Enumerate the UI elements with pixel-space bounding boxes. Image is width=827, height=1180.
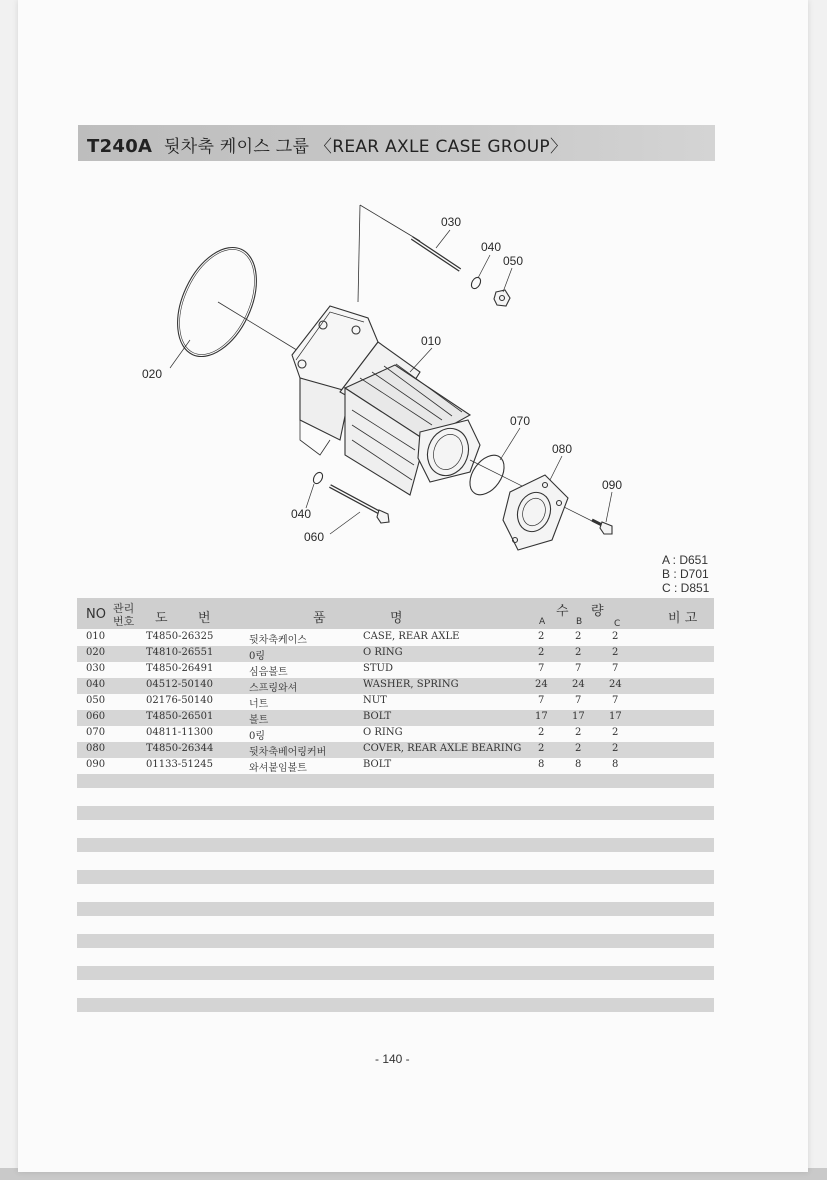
cell-no: 070 bbox=[86, 727, 106, 738]
table-row bbox=[77, 758, 714, 774]
cell-qty-c: 24 bbox=[609, 679, 622, 690]
table-row bbox=[77, 678, 714, 694]
cell-qty-c: 2 bbox=[612, 631, 619, 642]
header-drawing-2: 번 bbox=[198, 611, 211, 626]
empty-table-row bbox=[77, 998, 714, 1012]
cell-name-eng: BOLT bbox=[363, 711, 392, 722]
cell-name-kor: 0링 bbox=[249, 651, 266, 662]
cell-name-kor: 너트 bbox=[249, 699, 269, 710]
callout-070: 070 bbox=[510, 414, 531, 428]
o-ring-020-shape bbox=[162, 235, 273, 369]
callout-080: 080 bbox=[552, 442, 573, 456]
header-name-2: 명 bbox=[390, 611, 403, 626]
cell-part-number: T4850-26344 bbox=[146, 743, 214, 754]
cell-qty-b: 7 bbox=[575, 663, 582, 674]
cell-qty-b: 2 bbox=[575, 647, 582, 658]
cell-qty-a: 17 bbox=[535, 711, 548, 722]
legend-a: A : D651 bbox=[662, 553, 709, 567]
cell-part-number: T4810-26551 bbox=[146, 647, 214, 658]
cell-qty-a: 2 bbox=[538, 647, 545, 658]
callout-010: 010 bbox=[421, 334, 442, 348]
legend-b: B : D701 bbox=[662, 567, 709, 581]
callout-060: 060 bbox=[304, 530, 325, 544]
cell-name-eng: WASHER, SPRING bbox=[363, 679, 459, 690]
rear-axle-case-shape bbox=[292, 306, 480, 495]
header-drawing-1: 도 bbox=[155, 611, 168, 626]
bolt-060-shape bbox=[330, 486, 389, 523]
cell-name-kor: 볼트 bbox=[249, 715, 269, 726]
cell-no: 060 bbox=[86, 711, 106, 722]
empty-table-row bbox=[77, 806, 714, 820]
cell-qty-c: 7 bbox=[612, 663, 619, 674]
header-col-a: A bbox=[539, 617, 546, 627]
header-mgmt-bottom: 번호 bbox=[113, 615, 135, 628]
cell-name-eng: COVER, REAR AXLE BEARING bbox=[363, 743, 522, 754]
cell-qty-a: 7 bbox=[538, 695, 545, 706]
cell-no: 010 bbox=[86, 631, 106, 642]
stud-030-shape bbox=[412, 238, 460, 270]
legend-c: C : D851 bbox=[662, 581, 710, 595]
header-col-b: B bbox=[576, 617, 583, 627]
empty-table-row bbox=[77, 838, 714, 852]
callout-020: 020 bbox=[142, 367, 163, 381]
callout-040-bottom: 040 bbox=[291, 507, 312, 521]
header-mgmt-top: 관리 bbox=[113, 602, 135, 615]
cell-part-number: T4850-26325 bbox=[146, 631, 214, 642]
cell-qty-a: 2 bbox=[538, 631, 545, 642]
cell-qty-b: 7 bbox=[575, 695, 582, 706]
cell-name-kor: 스프링와셔 bbox=[249, 683, 298, 694]
cell-qty-c: 8 bbox=[612, 759, 619, 770]
header-no: NO bbox=[86, 607, 106, 622]
cell-part-number: T4850-26501 bbox=[146, 711, 214, 722]
cell-qty-a: 2 bbox=[538, 727, 545, 738]
bearing-cover-shape bbox=[503, 475, 568, 550]
page-number: - 140 - bbox=[375, 1052, 410, 1066]
group-title: 뒷차축 케이스 그룹 〈REAR AXLE CASE GROUP〉 bbox=[164, 137, 568, 157]
cell-name-kor: 심음볼트 bbox=[249, 667, 288, 678]
group-code: T240A bbox=[87, 136, 153, 157]
cell-qty-a: 24 bbox=[535, 679, 548, 690]
empty-table-row bbox=[77, 966, 714, 980]
cell-part-number: 02176-50140 bbox=[146, 695, 214, 706]
cell-qty-c: 2 bbox=[612, 727, 619, 738]
cell-part-number: 04811-11300 bbox=[146, 727, 214, 738]
washer-040-bottom-shape bbox=[312, 471, 325, 485]
cell-qty-c: 2 bbox=[612, 743, 619, 754]
cell-name-kor: 0링 bbox=[249, 731, 266, 742]
table-row bbox=[77, 742, 714, 758]
table-row bbox=[77, 646, 714, 662]
cell-part-number: 04512-50140 bbox=[146, 679, 214, 690]
empty-table-row bbox=[77, 902, 714, 916]
model-legend bbox=[662, 553, 709, 595]
header-remark: 비 고 bbox=[668, 611, 698, 626]
table-row bbox=[77, 726, 714, 742]
cell-qty-a: 2 bbox=[538, 743, 545, 754]
callout-030: 030 bbox=[441, 215, 462, 229]
cell-qty-a: 8 bbox=[538, 759, 545, 770]
washer-040-top-shape bbox=[470, 276, 483, 290]
cell-no: 020 bbox=[86, 647, 106, 658]
cell-no: 050 bbox=[86, 695, 106, 706]
cell-no: 080 bbox=[86, 743, 106, 754]
header-qty-1: 수 bbox=[556, 604, 569, 619]
cell-qty-a: 7 bbox=[538, 663, 545, 674]
empty-table-row bbox=[77, 934, 714, 948]
nut-050-shape bbox=[494, 290, 510, 306]
cell-no: 030 bbox=[86, 663, 106, 674]
cell-no: 040 bbox=[86, 679, 106, 690]
cell-qty-c: 7 bbox=[612, 695, 619, 706]
cell-qty-b: 24 bbox=[572, 679, 585, 690]
cell-name-eng: CASE, REAR AXLE bbox=[363, 631, 460, 642]
cell-qty-c: 2 bbox=[612, 647, 619, 658]
table-row bbox=[77, 662, 714, 678]
header-name-1: 품 bbox=[313, 611, 326, 626]
cell-no: 090 bbox=[86, 759, 106, 770]
table-row bbox=[77, 710, 714, 726]
callout-040-top: 040 bbox=[481, 240, 502, 254]
cell-name-eng: BOLT bbox=[363, 759, 392, 770]
cell-name-eng: O RING bbox=[363, 727, 403, 738]
empty-table-row bbox=[77, 870, 714, 884]
table-row bbox=[77, 630, 714, 646]
cell-name-kor: 와셔붙임볼트 bbox=[249, 763, 307, 774]
cell-qty-b: 2 bbox=[575, 743, 582, 754]
cell-name-eng: NUT bbox=[363, 695, 387, 706]
header-qty-2: 량 bbox=[591, 604, 604, 619]
cell-name-kor: 뒷차축케이스 bbox=[249, 635, 307, 646]
cell-qty-b: 2 bbox=[575, 631, 582, 642]
cell-name-kor: 뒷차축베어링커버 bbox=[249, 747, 327, 758]
cell-name-eng: STUD bbox=[363, 663, 393, 674]
table-row bbox=[77, 694, 714, 710]
cell-part-number: 01133-51245 bbox=[146, 759, 214, 770]
cell-qty-b: 2 bbox=[575, 727, 582, 738]
header-col-c: C bbox=[614, 619, 621, 629]
cell-name-eng: O RING bbox=[363, 647, 403, 658]
empty-table-row bbox=[77, 774, 714, 788]
cell-qty-b: 8 bbox=[575, 759, 582, 770]
cell-part-number: T4850-26491 bbox=[146, 663, 214, 674]
cell-qty-c: 17 bbox=[609, 711, 622, 722]
callout-050: 050 bbox=[503, 254, 524, 268]
bolt-090-shape bbox=[592, 520, 612, 534]
callout-090: 090 bbox=[602, 478, 623, 492]
o-ring-020-inner bbox=[164, 238, 269, 367]
cell-qty-b: 17 bbox=[572, 711, 585, 722]
